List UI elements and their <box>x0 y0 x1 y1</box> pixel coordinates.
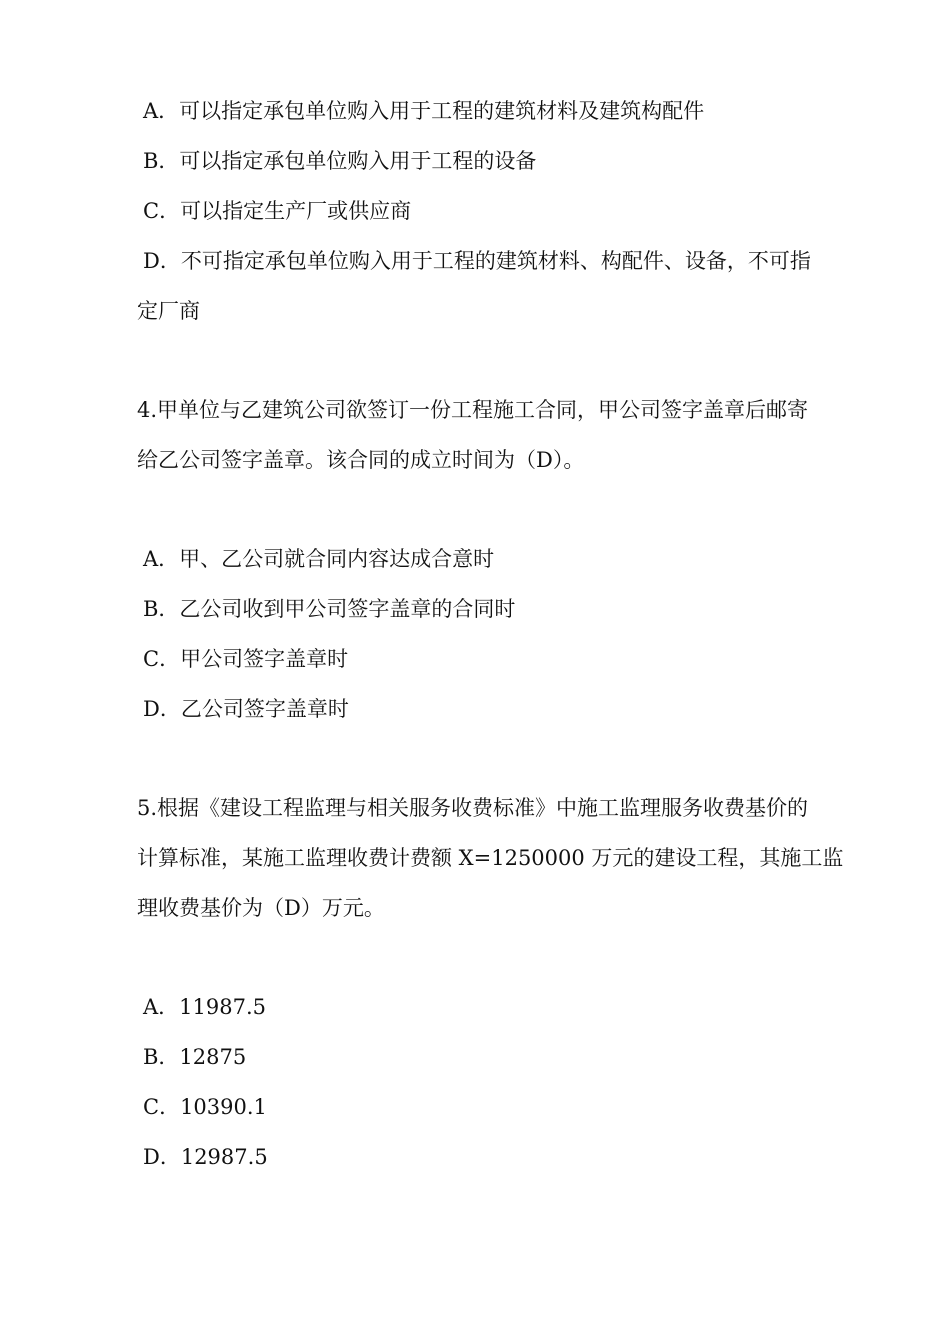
question-4-line-2: 给乙公司签字盖章。该合同的成立时间为（D）。 <box>137 448 585 472</box>
question-4-line-1: 4.甲单位与乙建筑公司欲签订一份工程施工合同，甲公司签字盖章后邮寄 <box>137 398 809 422</box>
q5-option-b: B．12875 <box>143 1045 247 1069</box>
question-5-line-2: 计算标准，某施工监理收费计费额 X=1250000 万元的建设工程，其施工监 <box>137 846 844 870</box>
prev-option-b: B．可以指定承包单位购入用于工程的设备 <box>143 149 537 173</box>
prev-option-d: D．不可指定承包单位购入用于工程的建筑材料、构配件、设备，不可指 <box>143 249 811 273</box>
question-5-line-1: 5.根据《建设工程监理与相关服务收费标准》中施工监理服务收费基价的 <box>137 796 809 820</box>
q5-option-a: A．11987.5 <box>143 995 267 1019</box>
q4-option-c: C．甲公司签字盖章时 <box>143 647 349 671</box>
question-5-line-3: 理收费基价为（D）万元。 <box>137 896 385 920</box>
q4-option-b: B．乙公司收到甲公司签字盖章的合同时 <box>143 597 516 621</box>
prev-option-a: A．可以指定承包单位购入用于工程的建筑材料及建筑构配件 <box>143 99 705 123</box>
prev-option-d-continued: 定厂商 <box>137 299 200 323</box>
q4-option-d: D．乙公司签字盖章时 <box>143 697 349 721</box>
q5-option-d: D．12987.5 <box>143 1145 268 1169</box>
q5-option-c: C．10390.1 <box>143 1095 267 1119</box>
prev-option-c: C．可以指定生产厂或供应商 <box>143 199 412 223</box>
q4-option-a: A．甲、乙公司就合同内容达成合意时 <box>143 547 495 571</box>
